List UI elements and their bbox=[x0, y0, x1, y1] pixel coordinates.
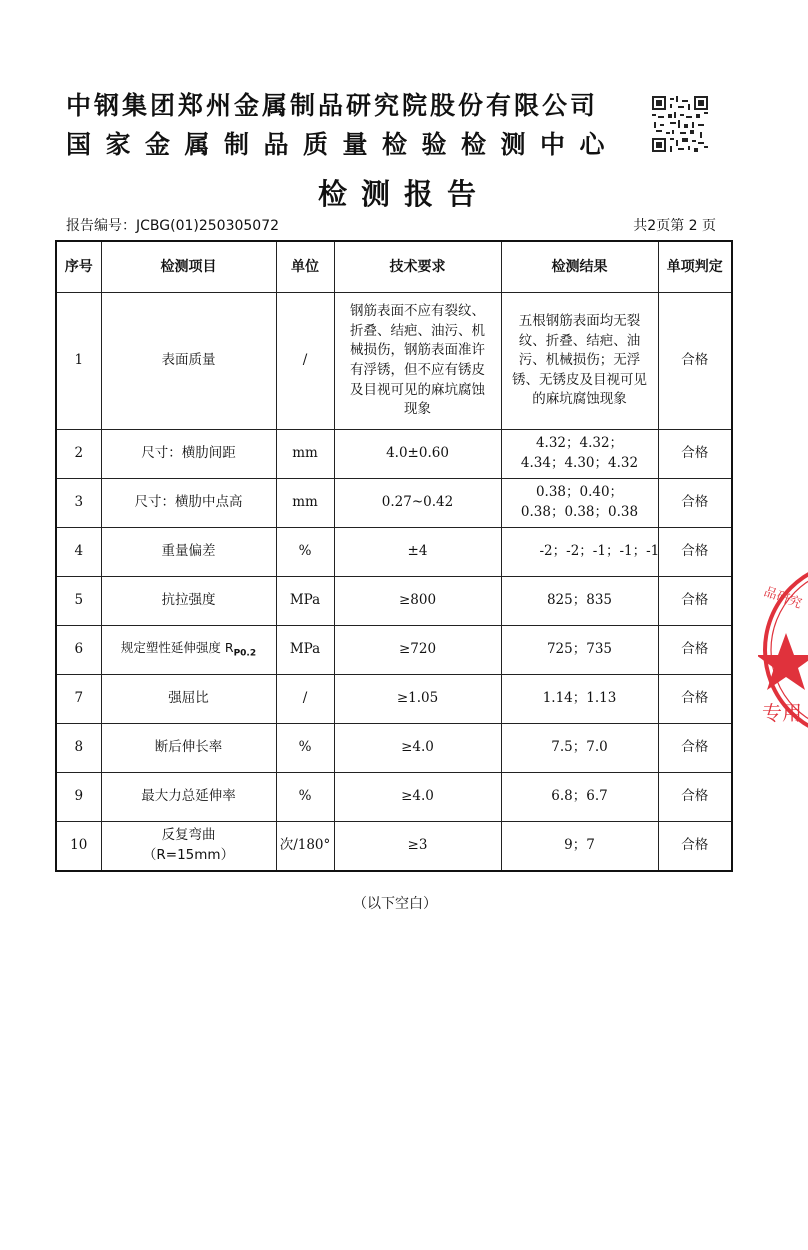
technical-requirement: 钢筋表面不应有裂纹、折叠、结疤、油污、机械损伤，钢筋表面准许有浮锈，但不应有锈皮及目视可见的麻坑腐蚀现象 bbox=[334, 293, 501, 430]
report-title: 检测报告 bbox=[317, 177, 490, 211]
technical-requirement: 0.27~0.42 bbox=[334, 479, 501, 528]
verdict: 合格 bbox=[658, 430, 732, 479]
table-row bbox=[56, 626, 732, 675]
row-number: 10 bbox=[56, 822, 101, 871]
blank-below-note: （以下空白） bbox=[353, 896, 437, 912]
official-seal-stamp bbox=[758, 555, 808, 745]
test-item bbox=[101, 626, 276, 675]
center-name: 国家金属制品质量检验检测中心 bbox=[66, 130, 620, 159]
qr-code-icon bbox=[652, 96, 708, 152]
verdict: 合格 bbox=[658, 577, 732, 626]
unit: % bbox=[276, 724, 334, 773]
row-number: 8 bbox=[56, 724, 101, 773]
table-row bbox=[56, 724, 732, 773]
table-row bbox=[56, 293, 732, 430]
test-result: 825；835 bbox=[501, 577, 658, 626]
technical-requirement: ≥3 bbox=[334, 822, 501, 871]
unit: / bbox=[276, 675, 334, 724]
stamp-text-top: 品研究 bbox=[761, 584, 804, 613]
row-number: 5 bbox=[56, 577, 101, 626]
test-result: 五根钢筋表面均无裂纹、折叠、结疤、油污、机械损伤；无浮锈、无锈皮及目视可见的麻坑腐蚀现象 bbox=[501, 293, 658, 430]
technical-requirement: 4.0±0.60 bbox=[334, 430, 501, 479]
column-header: 单位 bbox=[276, 241, 334, 293]
row-number: 7 bbox=[56, 675, 101, 724]
column-header: 序号 bbox=[56, 241, 101, 293]
column-header: 检测项目 bbox=[101, 241, 276, 293]
technical-requirement: ≥800 bbox=[334, 577, 501, 626]
test-result: 9；7 bbox=[501, 822, 658, 871]
verdict: 合格 bbox=[658, 724, 732, 773]
verdict: 合格 bbox=[658, 528, 732, 577]
technical-requirement: ±4 bbox=[334, 528, 501, 577]
table-row bbox=[56, 528, 732, 577]
test-item-label: 反复弯曲 bbox=[161, 827, 216, 844]
verdict: 合格 bbox=[658, 822, 732, 871]
test-result: 1.14；1.13 bbox=[501, 675, 658, 724]
unit: MPa bbox=[276, 626, 334, 675]
unit: % bbox=[276, 773, 334, 822]
technical-requirement: ≥4.0 bbox=[334, 773, 501, 822]
test-result: 7.5；7.0 bbox=[501, 724, 658, 773]
inspection-table bbox=[55, 240, 733, 872]
technical-requirement: ≥1.05 bbox=[334, 675, 501, 724]
test-item: 最大力总延伸率 bbox=[101, 773, 276, 822]
table-row bbox=[56, 773, 732, 822]
test-item-label: 规定塑性延伸强度 R bbox=[120, 640, 234, 656]
row-number: 3 bbox=[56, 479, 101, 528]
test-item: 重量偏差 bbox=[101, 528, 276, 577]
table-header-row bbox=[56, 241, 732, 293]
test-item: 抗拉强度 bbox=[101, 577, 276, 626]
row-number: 6 bbox=[56, 626, 101, 675]
organization-name: 中钢集团郑州金属制品研究院股份有限公司 bbox=[66, 91, 599, 120]
test-result: 6.8；6.7 bbox=[501, 773, 658, 822]
test-item bbox=[101, 822, 276, 871]
verdict: 合格 bbox=[658, 773, 732, 822]
table-row bbox=[56, 577, 732, 626]
unit: mm bbox=[276, 430, 334, 479]
stamp-text-bottom: 专用 bbox=[762, 701, 802, 725]
row-number: 2 bbox=[56, 430, 101, 479]
test-item-detail: （R=15mm） bbox=[142, 846, 235, 863]
unit: mm bbox=[276, 479, 334, 528]
row-number: 4 bbox=[56, 528, 101, 577]
column-header: 单项判定 bbox=[658, 241, 732, 293]
test-item: 强屈比 bbox=[101, 675, 276, 724]
column-header: 检测结果 bbox=[501, 241, 658, 293]
verdict: 合格 bbox=[658, 675, 732, 724]
table-row bbox=[56, 822, 732, 871]
test-item: 尺寸：横肋中点高 bbox=[101, 479, 276, 528]
unit: 次/180° bbox=[276, 822, 334, 871]
unit: % bbox=[276, 528, 334, 577]
technical-requirement: ≥4.0 bbox=[334, 724, 501, 773]
test-item: 尺寸：横肋间距 bbox=[101, 430, 276, 479]
test-result: -2；-2；-1；-1；-1 bbox=[501, 528, 658, 577]
report-number: 报告编号：JCBG(01)250305072 bbox=[66, 218, 280, 234]
page-indicator: 共2页第 2 页 bbox=[633, 218, 716, 234]
column-header: 技术要求 bbox=[334, 241, 501, 293]
test-result: 4.32；4.32；4.34；4.30；4.32 bbox=[501, 430, 658, 479]
technical-requirement: ≥720 bbox=[334, 626, 501, 675]
unit: / bbox=[276, 293, 334, 430]
table-row bbox=[56, 479, 732, 528]
test-result: 725；735 bbox=[501, 626, 658, 675]
verdict: 合格 bbox=[658, 293, 732, 430]
row-number: 1 bbox=[56, 293, 101, 430]
table-row bbox=[56, 430, 732, 479]
test-item-subscript: P0.2 bbox=[233, 648, 257, 659]
verdict: 合格 bbox=[658, 626, 732, 675]
table-row bbox=[56, 675, 732, 724]
row-number: 9 bbox=[56, 773, 101, 822]
test-item: 表面质量 bbox=[101, 293, 276, 430]
test-result: 0.38；0.40；0.38；0.38；0.38 bbox=[501, 479, 658, 528]
test-item: 断后伸长率 bbox=[101, 724, 276, 773]
unit: MPa bbox=[276, 577, 334, 626]
verdict: 合格 bbox=[658, 479, 732, 528]
